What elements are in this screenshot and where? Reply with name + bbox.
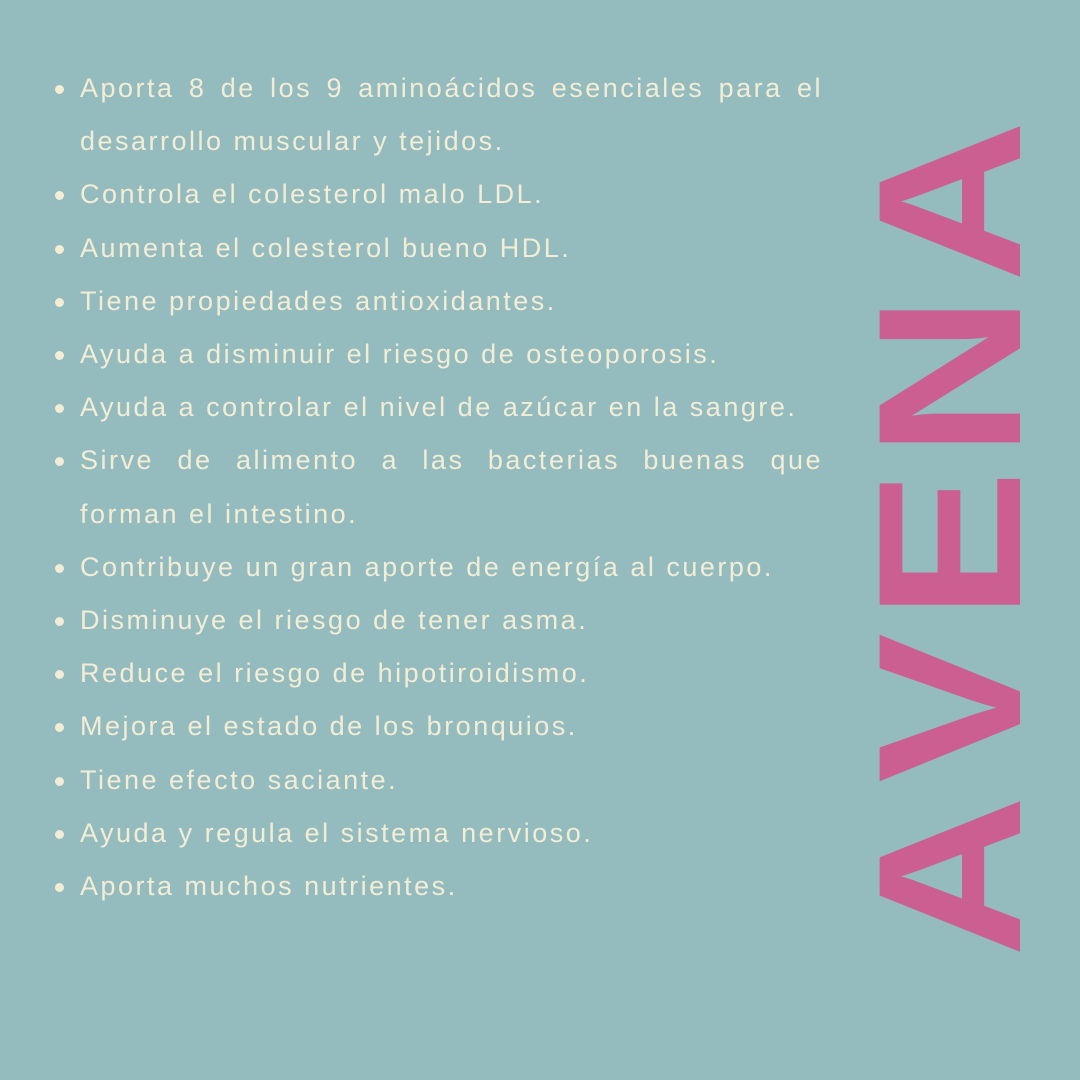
title-letter: V [836, 632, 1064, 783]
benefit-text: Contribuye un gran aporte de energía al cuerpo. [80, 551, 774, 582]
bullet-icon [55, 457, 64, 466]
benefit-text: Ayuda a disminuir el riesgo de osteoporosis. [80, 339, 720, 370]
benefit-text: Ayuda y regula el sistema nervioso. [80, 817, 594, 848]
benefit-item [52, 168, 823, 221]
benefit-text: Disminuye el riesgo de tener asma. [80, 605, 589, 636]
title-letter: N [836, 294, 1064, 458]
benefits-list [52, 62, 823, 913]
bullet-icon [55, 830, 64, 839]
bullet-icon [55, 777, 64, 786]
benefit-item [52, 275, 823, 328]
title-letter: E [836, 469, 1064, 620]
title-container [836, 120, 1064, 958]
benefit-item [52, 754, 823, 807]
title-letter: A [836, 795, 1064, 958]
benefit-text: Aumenta el colesterol bueno HDL. [80, 232, 572, 263]
benefit-text: Ayuda a controlar el nivel de azúcar en la sangre. [80, 392, 798, 423]
bullet-icon [55, 404, 64, 413]
poster-title [836, 120, 1064, 958]
bullet-icon [55, 883, 64, 892]
benefit-item [52, 434, 823, 540]
bullet-icon [55, 670, 64, 679]
bullet-icon [55, 617, 64, 626]
benefit-item [52, 647, 823, 700]
benefit-item [52, 700, 823, 753]
benefit-item [52, 594, 823, 647]
bullet-icon [55, 298, 64, 307]
benefit-item [52, 222, 823, 275]
bullet-icon [55, 191, 64, 200]
benefit-text: Aporta muchos nutrientes. [80, 871, 458, 902]
bullet-icon [55, 351, 64, 360]
bullet-icon [55, 245, 64, 254]
benefit-text: Controla el colesterol malo LDL. [80, 179, 545, 210]
benefit-text: Aporta 8 de los 9 aminoácidos esenciales para el desarrollo muscular y tejidos. [80, 73, 823, 157]
benefit-text: Tiene efecto saciante. [80, 764, 399, 795]
benefit-text: Sirve de alimento a las bacterias buenas que forman el intestino. [80, 445, 823, 529]
benefit-text: Reduce el riesgo de hipotiroidismo. [80, 658, 590, 689]
benefit-item [52, 381, 823, 434]
benefit-item [52, 541, 823, 594]
benefit-item [52, 328, 823, 381]
bullet-icon [55, 723, 64, 732]
benefit-text: Tiene propiedades antioxidantes. [80, 285, 557, 316]
title-letter: A [836, 120, 1064, 283]
benefit-item [52, 62, 823, 168]
bullet-icon [55, 564, 64, 573]
benefit-text: Mejora el estado de los bronquios. [80, 711, 578, 742]
benefit-item [52, 807, 823, 860]
benefit-item [52, 860, 823, 913]
bullet-icon [55, 85, 64, 94]
